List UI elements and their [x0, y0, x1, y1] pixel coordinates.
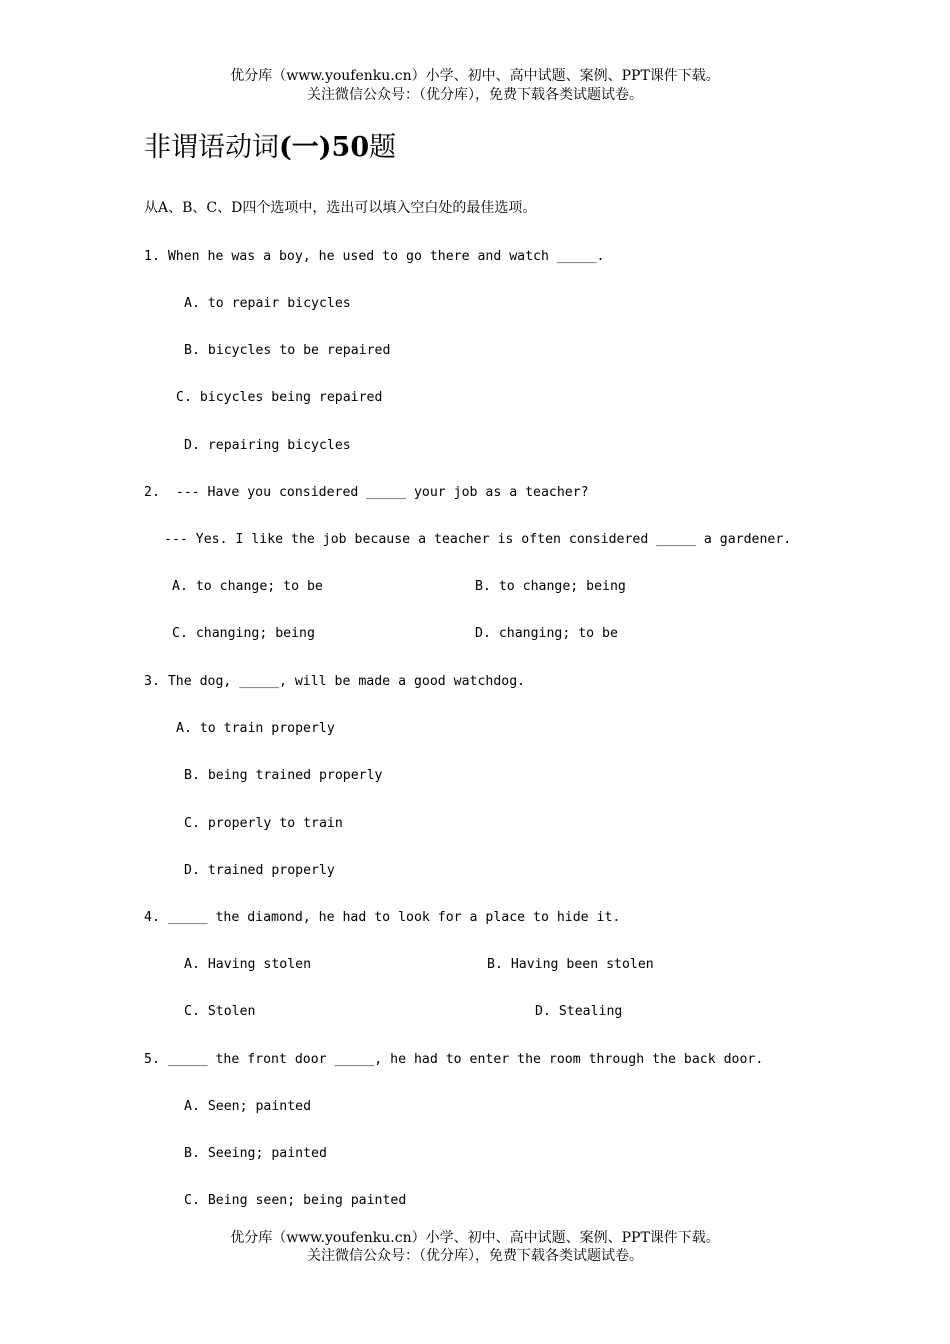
question-1-option-d: D. repairing bicycles — [184, 438, 351, 453]
header-line-1: 优分库（www.youfenku.cn）小学、初中、高中试题、案例、PPT课件下载。 — [230, 68, 720, 84]
title-bold: (一)50 — [279, 132, 370, 163]
question-3-stem: 3. The dog, _____, will be made a good watchdog. — [144, 674, 526, 689]
question-2-stem: 2. --- Have you considered _____ your job as a teacher? — [144, 485, 589, 500]
question-1-stem: 1. When he was a boy, he used to go there and watch _____. — [144, 249, 605, 264]
question-3-option-c: C. properly to train — [184, 816, 343, 831]
question-3-option-b: B. being trained properly — [184, 768, 383, 783]
question-2-option-d: D. changing; to be — [475, 626, 618, 641]
footer-line-2: 关注微信公众号：（优分库），免费下载各类试题试卷。 — [307, 1248, 643, 1264]
question-2-option-a: A. to change; to be — [172, 579, 323, 594]
question-2-option-c: C. changing; being — [172, 626, 315, 641]
question-3-option-a: A. to train properly — [176, 721, 335, 736]
question-2-stem-reply: --- Yes. I like the job because a teacher is often considered _____ a gardener. — [164, 532, 792, 547]
question-3-option-d: D. trained properly — [184, 863, 335, 878]
instructions: 从A、B、C、D四个选项中，选出可以填入空白处的最佳选项。 — [144, 200, 537, 216]
question-1-option-c: C. bicycles being repaired — [176, 390, 383, 405]
question-4-option-b: B. Having been stolen — [487, 957, 654, 972]
question-1-option-b: B. bicycles to be repaired — [184, 343, 391, 358]
question-4-option-a: A. Having stolen — [184, 957, 312, 972]
question-5-stem: 5. _____ the front door _____, he had to enter the room through the back door. — [144, 1052, 764, 1067]
question-4-stem: 4. _____ the diamond, he had to look for a place to hide it. — [144, 910, 621, 925]
question-5-option-b: B. Seeing; painted — [184, 1146, 327, 1161]
footer-line-1: 优分库（www.youfenku.cn）小学、初中、高中试题、案例、PPT课件下载。 — [230, 1230, 720, 1246]
question-5-option-a: A. Seen; painted — [184, 1099, 312, 1114]
header-line-2: 关注微信公众号：（优分库），免费下载各类试题试卷。 — [307, 87, 643, 103]
question-5-option-c: C. Being seen; being painted — [184, 1193, 407, 1208]
question-4-option-d: D. Stealing — [535, 1004, 623, 1019]
title-suffix: 题 — [369, 132, 397, 163]
question-4-option-c: C. Stolen — [184, 1004, 256, 1019]
title-prefix: 非谓语动词 — [144, 132, 279, 163]
page-title — [144, 130, 396, 166]
question-1-option-a: A. to repair bicycles — [184, 296, 351, 311]
question-2-option-b: B. to change; being — [475, 579, 626, 594]
